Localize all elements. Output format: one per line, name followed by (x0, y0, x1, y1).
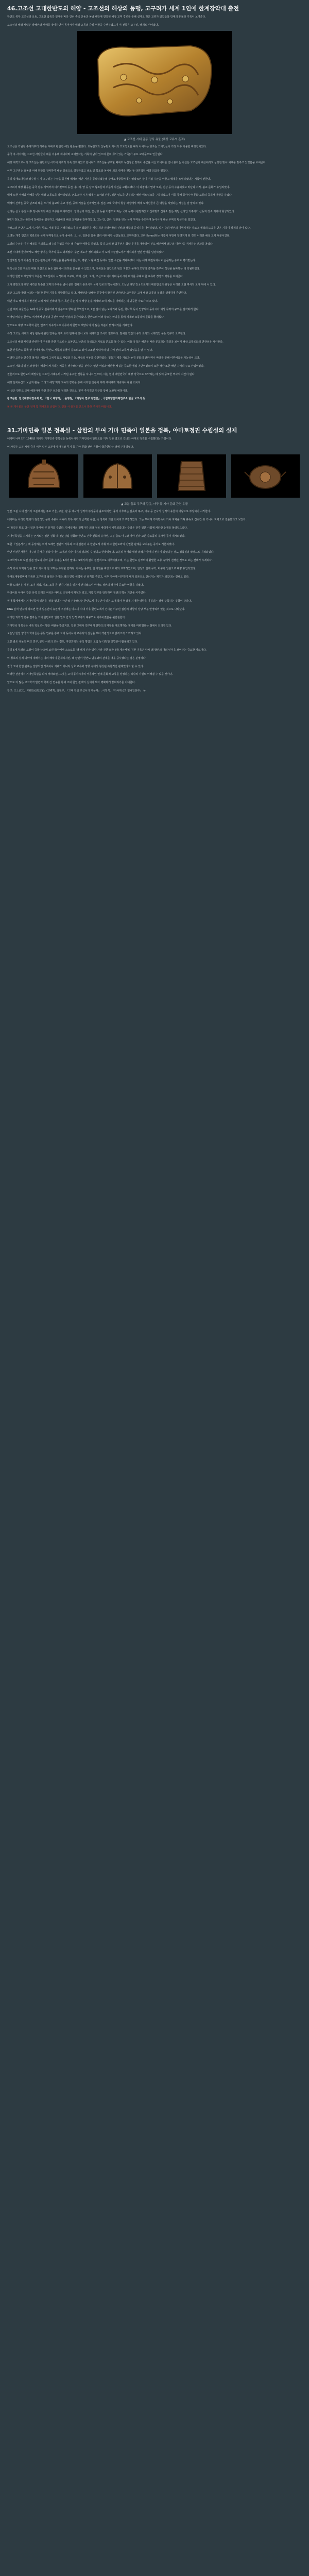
body-paragraph: 고구려의 해상 활동은 중국 남부 지역까지 이어졌으며 동진, 송, 제, 양 등 남조 왕조들과 꾸준히 사신을 교환하였다. 이 과정에서 말과 모피, 인삼 등이 수출되었고 비단과 서적, 불교 문화가 유입되었다. (7, 185, 230, 189)
body-paragraph: 조선 시대에 들어와서도 해양 방어는 국가의 중요 과제였다. 수군 제도가 정비되었고 각 도에 수군절도사가 배치되어 연안 방어를 담당하였다. (7, 250, 165, 254)
body-paragraph: 9세기 장보고는 완도에 청해진을 설치하고 서남해의 해상 교역권을 장악하였다. 그는 당, 신라, 일본을 잇는 삼각 무역을 주도하며 동아시아 해상 무역의 황금기를 열었다. (7, 218, 196, 222)
body-paragraph: 이러한 교류는 단순히 물자의 이동에 그치지 않고 사람과 기술, 사상의 이동을 수반하였다. 청동기 제작 기술과 농경 문화의 전파 역시 바다를 통해 이루어졌을 가능성이 크다. (7, 357, 200, 360)
body-paragraph: 특히 5세기 왜의 오왕이 중국 남조에 보낸 국서에서 스스로를 '왜·백제·신라·임나·가라·진한·모한 7국 제군사'로 칭한 기록은 당시 왜 왕권의 대외 인식을 보여주는 중요한 자료이다. (7, 649, 207, 652)
body-paragraph: 장보고의 선단은 도자기, 비단, 향료, 서적 등을 거래하였으며 적산 법화원을 세워 재당 신라인들의 신앙과 생활의 중심지를 마련하였다. 일본 승려 엔닌의 여행기에는 장보고 세력의 도움을 받은 기록이 상세히 남아 있다. (7, 226, 251, 230)
body-paragraph: 에가미는 이러한 변화가 점진적인 문화 수용이 아니라 외부 세력의 급격한 유입, 즉 정복에 의한 것이라고 주장하였다. 그는 부여계 기마민족이 가야 지역을 거쳐 규슈로 건너간 뒤 기나이 지역으로 진출했다고 보았다. (7, 518, 247, 522)
reference-footer: 참고: 江上波夫, 『騎馬民族国家』(1967); 김현구, 『고대 한일 교섭사의 제문제』; 이영식, 『가야제국과 임나일본부』 등 (7, 689, 146, 693)
section-divider (0, 413, 309, 422)
armor-photo (157, 454, 226, 498)
body-paragraph: 고고학적으로 보면 일본 열도의 기마 문화 수용은 4세기 말에서 5세기에 걸쳐 점진적으로 이루어졌으며, 이는 한반도 남부와의 활발한 교류 속에서 진행된 것으로 보는 견해가 우세하다. (7, 559, 213, 563)
body-paragraph: 해양 세력으로서의 고조선은 위만조선 시기에 이르러 더욱 강화되었고 한나라가 고조선을 공격할 때에도 누선장군 양복이 수군을 이끌고 바다를 건너 왔다는 사실은 고조선이 해상에서도 상당한 방어 체계를 갖추고 있었음을 보여준다. (7, 161, 267, 165)
body-paragraph: 또한 산동반도 동쪽 끝 지역에서도 한반도 계통의 유물이 출토되고 있어 고조선 시대부터 양 지역 간의 교류가 있었음을 알 수 있다. (7, 348, 153, 352)
body-paragraph: 이 칭호의 실제 의미에 대해서는 여러 해석이 존재하지만, 왜 왕권이 한반도 남부와의 관계를 매우 중시했다는 점은 분명하다. (7, 656, 147, 660)
helmet-photo-2 (83, 454, 152, 498)
body-paragraph: 광개토대왕릉비에 기록된 고구려의 남정은 가야와 왜의 연합 세력에 큰 타격을 주었고, 이후 가야계 이주민이 대거 일본으로 건너가는 계기가 되었다는 견해도 있다. (7, 575, 190, 579)
body-paragraph: 중국 측 사서에는 고조선 사람들이 배를 이용해 제나라와 교역했다는 기록이 남아 있으며 문피(무늬 있는 가죽)가 주요 교역품으로 언급된다. (7, 153, 163, 157)
body-paragraph: 특히 고조선 시대의 해상 활동에 관한 연구는 아직 초기 단계에 있어 보다 체계적인 조사가 필요하다. 발해만 연안의 유적 조사와 국제적인 공동 연구가 요구된다. (7, 332, 186, 335)
intro-paragraph: 이 가설은 고분 시대 중기 이후 일본 고분에서 마구와 무기 등 기마 문화 관련 유물이 급증한다는 점에 주목하였다. (7, 445, 134, 449)
helmet-image (18, 456, 70, 496)
section-title: 31.기마민족 일본 정복설 - 삼한의 부여 기마 민족이 일본을 정복, 야마토정권 수립설의 실제 (7, 427, 237, 434)
body-paragraph: 이러한 한반도 해양사의 흐름은 고조선에서 시작하여 고구려, 백제, 신라, 고려, 조선으로 이어지며 동아시아 바다를 무대로 한 교류와 경쟁의 역사를 보여준다. (7, 275, 184, 279)
intro-paragraph: 고조선의 해상 세력은 발해만과 서해를 장악하면서 동아시아 해상 교류의 중심 역할을 수행하였으며 이 전통은 고구려, 백제로 이어졌다. (7, 23, 159, 27)
body-paragraph: 특히 가야 지역과 일본 열도 사이의 철 교역은 주목할 만하다. 가야는 풍부한 철 자원을 바탕으로 왜와 교역하였으며, 철정과 철제 무기, 마구가 일본으로 대량 유입되었다. (7, 567, 196, 571)
horse-gear-image (239, 456, 291, 496)
body-paragraph: 하타씨와 아야씨 같은 유력 도래인 씨족은 야마토 조정에서 재정과 외교, 기록 업무를 담당하며 정권의 핵심 기반을 이루었다. (7, 591, 147, 595)
reference-note: 참고문헌: 한국해양사연구회 편, 『한국 해양사』; 윤명철, 『해양사 연구 방법론』; 국립해양문화재연구소 발굴 보고서 등 (7, 397, 146, 401)
body-paragraph: 고대 한반도의 해양 세력은 단순한 교역의 주체를 넘어 문화 전파의 통로이자 국가 안보의 핵심이었다. 오늘날 해양 강국으로서의 대한민국의 위상은 이러한 오랜 역사적 토대 위에 서 있다. (7, 283, 216, 287)
body-paragraph: 백제 또한 서해와 남해를 잇는 해상 교통로를 장악하였다. 근초고왕 시기 백제는 요서와 산동, 일본 열도를 연결하는 해상 네트워크를 구축하였으며 이를 통해 동아시아 문화 교류의 중개자 역할을 하였다. (7, 194, 233, 197)
section-title: 46.고조선 고대한반도의 해양 - 고조선의 해상의 동맹, 고구려가 세계 1인에 한계장악대 출전 (7, 5, 239, 12)
helmet-photo (9, 454, 78, 498)
section-horse-rider (0, 422, 309, 700)
intro-paragraph: 에가미 나미오가 1948년 제시한 기마민족 정복설은 동북아시아 기마민족이 한반도를 거쳐 일본 열도로 건너와 야마토 정권을 수립했다는 가설이다. (7, 437, 172, 440)
body-paragraph: 고려는 개경 인근의 벽란도를 국제 무역항으로 삼아 송나라, 요, 금, 일본은 물론 멀리 아라비아 상인들과도 교역하였다. 고려(Korea)라는 이름이 서방에 알려지게 된 것도 이러한 해상 교역 덕분이었다. (7, 234, 230, 238)
body-paragraph: 반면 비판론자들은 마구의 증가가 정복이 아닌 교역과 기술 이전의 결과일 수 있다고 반박하였다. 고분의 형태와 매장 의례가 급격히 변하지 않았다는 점도 정복설의 약점으로 지적되었다. (7, 551, 214, 554)
body-paragraph: 최근 고고학 발굴 성과는 이러한 문헌 기록을 뒷받침하고 있다. 서해안과 남해안 곳곳에서 발견된 난파선과 교역품은 고대 해상 교류의 실상을 생생하게 증언한다. (7, 291, 187, 295)
intro-paragraph: 한반도 북부 고조선과 요동, 고조선 압록강 일대를 바다 건너 중국 산동과 동남 해안에 연결된 해상 교역 경로를 통해 실제로 많은 교류가 있었음을 당대의 유물과 기록이 보여준다. (7, 15, 206, 19)
body-paragraph: 이 글은 한반도 고대 해양사에 관한 연구 성과를 정리한 것으로, 향후 추가적인 연구를 통해 보완될 예정이다. (7, 389, 128, 393)
body-paragraph: 이처럼 바다는 한반도 역사에서 단절의 공간이 아닌 연결의 공간이었다. 한반도의 여러 왕조는 바다를 통해 세계와 소통하며 문화를 꽃피웠다. (7, 316, 165, 319)
body-paragraph: 일본 고분 시대 전기의 고분에서는 주로 거울, 구슬, 칼 등 제사적 성격의 부장품이 출토되지만, 중기 이후에는 갑옷과 투구, 마구 등 군사적 성격의 유물이 대량으로 부장되기 시작한다. (7, 510, 211, 514)
body-paragraph: 이 학설은 발표 당시 일본 학계에 큰 충격을 주었다. 만세일계의 천황가가 외래 정복 세력에서 비롯되었다는 주장은 전후 일본 사회에 커다란 논쟁을 불러일으켰다. (7, 527, 188, 530)
copyright-note: ※ 본 게시물의 무단 전재 및 재배포를 금합니다. 인용 시 출처를 반드시 밝혀 주시기 바랍니다. (7, 405, 112, 409)
body-paragraph: 고조선의 해상 세력과 관련하여 주목할 만한 자료로는 요동반도 남단의 적석총과 지석묘 분포를 들 수 있다. 이들 유적은 해안을 따라 분포하는 특징을 보이며 해상 교통로와의 연관성을 시사한다. (7, 340, 224, 344)
body-paragraph: 고조선은 기원전 수세기부터 서해를 무대로 활발한 해상 활동을 펼쳤다. 요동반도와 산동반도 사이의 묘도열도를 따라 이어지는 항로는 고대인들이 가장 자주 이용한 바닷길이었다. (7, 145, 207, 148)
section-gochoseon (0, 0, 309, 411)
body-paragraph: 결론적으로 한반도의 해양사는 고조선 시대부터 시작된 유구한 전통을 지니고 있으며, 이는 현대 대한민국이 해양 강국으로 도약하는 데 있어 중요한 역사적 자산이 된다. (7, 372, 196, 376)
gold-ornament-image (88, 39, 221, 126)
body-paragraph: 현대 학계에서는 기마민족이 일본을 '정복'했다는 극단적 주장보다는 한반도계 이주민이 일본 고대 국가 형성에 지대한 영향을 미쳤다는 점에 주목하는 경향이 강하다. (7, 600, 192, 603)
body-paragraph: 신안 해저 유물선은 14세기 중국 원나라에서 일본으로 향하던 무역선으로, 2만 점이 넘는 도자기와 동전, 향나무 등이 인양되어 동아시아 해상 무역의 규모를 짐작하게 한다. (7, 308, 199, 311)
body-paragraph: DNA 분석 연구에 따르면 현대 일본인의 유전자 구성에는 야요이 시대 이후 한반도에서 건너온 이주민 집단의 영향이 상당 부분 반영되어 있는 것으로 나타났다. (7, 608, 185, 612)
body-paragraph: 백제의 선박은 중국 남조와 왜를 오가며 불교와 유교 경전, 공예 기술을 전파하였다. 일본 고대 국가의 형성 과정에서 백제 도래인들이 큰 역할을 하였다는 사실은 잘 알려져 있다. (7, 202, 204, 206)
photo-caption: ▲ 고조선 시대 금동 장식 유물 (해상 교류의 흔적) (124, 138, 185, 141)
armor-image (166, 456, 217, 496)
body-paragraph: 이러한 과학적 연구 결과는 고대 한반도와 일본 열도 간의 인적 교류가 대규모로 이루어졌음을 뒷받침한다. (7, 616, 126, 619)
body-paragraph: 결국 고대 한일 관계는 일방적인 정복이나 지배가 아니라 상호 교류와 영향 속에서 형성된 복합적인 관계였다고 할 수 있다. (7, 665, 144, 668)
body-paragraph: 임진왜란 당시 이순신 장군은 판옥선과 거북선을 활용하여 한산도, 명량, 노량 해전 등에서 일본 수군을 격파하였다. 이는 세계 해전사에서도 손꼽히는 승리로 평가받는다. (7, 259, 196, 262)
artifact-gallery (0, 452, 309, 502)
body-paragraph: 앞으로도 해양 고고학과 문헌 연구가 지속적으로 이루어져 한반도 해양사의 더 많은 부분이 밝혀지기를 기대한다. (7, 324, 133, 328)
horse-gear-photo (231, 454, 300, 498)
body-paragraph: 고려의 수군은 여진 해적을 격퇴하고 왜구의 침입을 막는 데 중요한 역할을 하였다. 특히 고려 말 최무선은 화약 무기를 개발하여 진포 해전에서 왜구의 대선단을 격파하는 전과를 올렸다. (7, 243, 214, 246)
artifact-photo (77, 31, 232, 134)
body-paragraph: 판옥선은 2층 구조의 대형 전선으로 높은 갑판에서 화포를 운용할 수 있었으며, 거북선은 철갑으로 덮인 지붕과 용머리 모양의 충각을 갖추어 적선을 돌파하는 데 탁월하였다. (7, 267, 200, 270)
body-paragraph: 고분 출토 유물의 비교 연구, 문헌 사료의 교차 검토, 자연과학적 분석 방법의 도입 등 다양한 방법론이 활용되고 있다. (7, 640, 138, 644)
body-paragraph: 이러한 관점에서 기마민족설을 다시 바라보면, 그것은 고대 동아시아의 역동적인 인적·문화적 교류를 상징하는 하나의 가설로 이해될 수 있을 것이다. (7, 673, 173, 676)
body-paragraph: 이후 고구려는 요동과 서해 연안을 장악하며 해상 강국으로 성장하였고 남조 및 북조와 동시에 외교 관계를 맺는 등 다원적인 해양 외교를 펼쳤다. (7, 169, 169, 173)
body-paragraph: 해양 문화유산의 보존과 활용, 그리고 해양 역사 교육의 강화를 통해 이러한 전통이 미래 세대에게 계승되어야 할 것이다. (7, 381, 142, 384)
body-paragraph: 태안 마도 해역에서 발견된 고려 시대 선박과 청자, 목간 등은 당시 해상 운송 체계와 조세 제도를 이해하는 데 귀중한 자료가 되고 있다. (7, 299, 158, 303)
body-paragraph: 고조선 사회의 발전 과정에서 해양이 차지하는 비중은 생각보다 컸을 것이다. 연안 어업과 해산물 채집은 중요한 생업 기반이었으며 소금 생산 또한 해안 지역의 주요 산업이었다. (7, 365, 204, 368)
body-paragraph: 앞으로 더 많은 고고학적 발견과 학제 간 연구를 통해 고대 한일 관계의 실체가 보다 명확하게 밝혀지기를 기대한다. (7, 681, 136, 685)
body-paragraph: 신라는 삼국 통일 이후 당나라와의 해상 교류를 확대하였다. 당항성과 회진, 울산항 등을 거점으로 하는 국제 무역이 활발하였고 신라방과 신라소 같은 재당 신라인 거주지가 산동과 강소 지역에 형성되었다. (7, 210, 235, 213)
gallery-caption: ▲ 고분 출토 투구와 갑옷, 마구 등 기마 문화 관련 유물 (121, 503, 188, 506)
body-paragraph: 기마민족 정복설은 비록 학설로서 많은 비판을 받았지만, 일본 고대사 연구에서 한반도의 역할을 재조명하는 계기를 마련했다는 점에서 의의가 있다. (7, 624, 173, 628)
body-paragraph: 또한 『일본서기』에 등장하는 여러 도래인 집단의 기록과 고대 일본어 속 한반도계 어휘 역시 한반도와의 긴밀한 관계를 보여주는 증거로 거론되었다. (7, 543, 175, 546)
helmet-image (92, 456, 143, 496)
body-paragraph: 기마민족설을 지지하는 근거로는 일본 신화 속 천손강림 신화와 한반도 건국 신화의 유사성, 고분 출토 마구와 가야·신라 고분 출토품의 유사성 등이 제시되었다. (7, 534, 185, 538)
body-paragraph: 특히 광개토대왕과 장수왕 시기 고구려는 수군을 동원해 백제의 해안 거점을 공략하였는데 광개토대왕릉비에는 영락 6년 왕이 직접 수군을 이끌고 백제를 토벌하였다는 기록이 전한다. (7, 177, 211, 181)
body-paragraph: 이들 도래인은 제철, 토기 제작, 직조, 토목 등 선진 기술을 일본에 전하였으며 야마토 정권의 성장에 중요한 역할을 하였다. (7, 583, 144, 587)
body-paragraph: 오늘날 한일 양국의 학자들은 공동 연구를 통해 고대 동아시아 교류사의 실상을 보다 객관적으로 밝히고자 노력하고 있다. (7, 632, 143, 636)
